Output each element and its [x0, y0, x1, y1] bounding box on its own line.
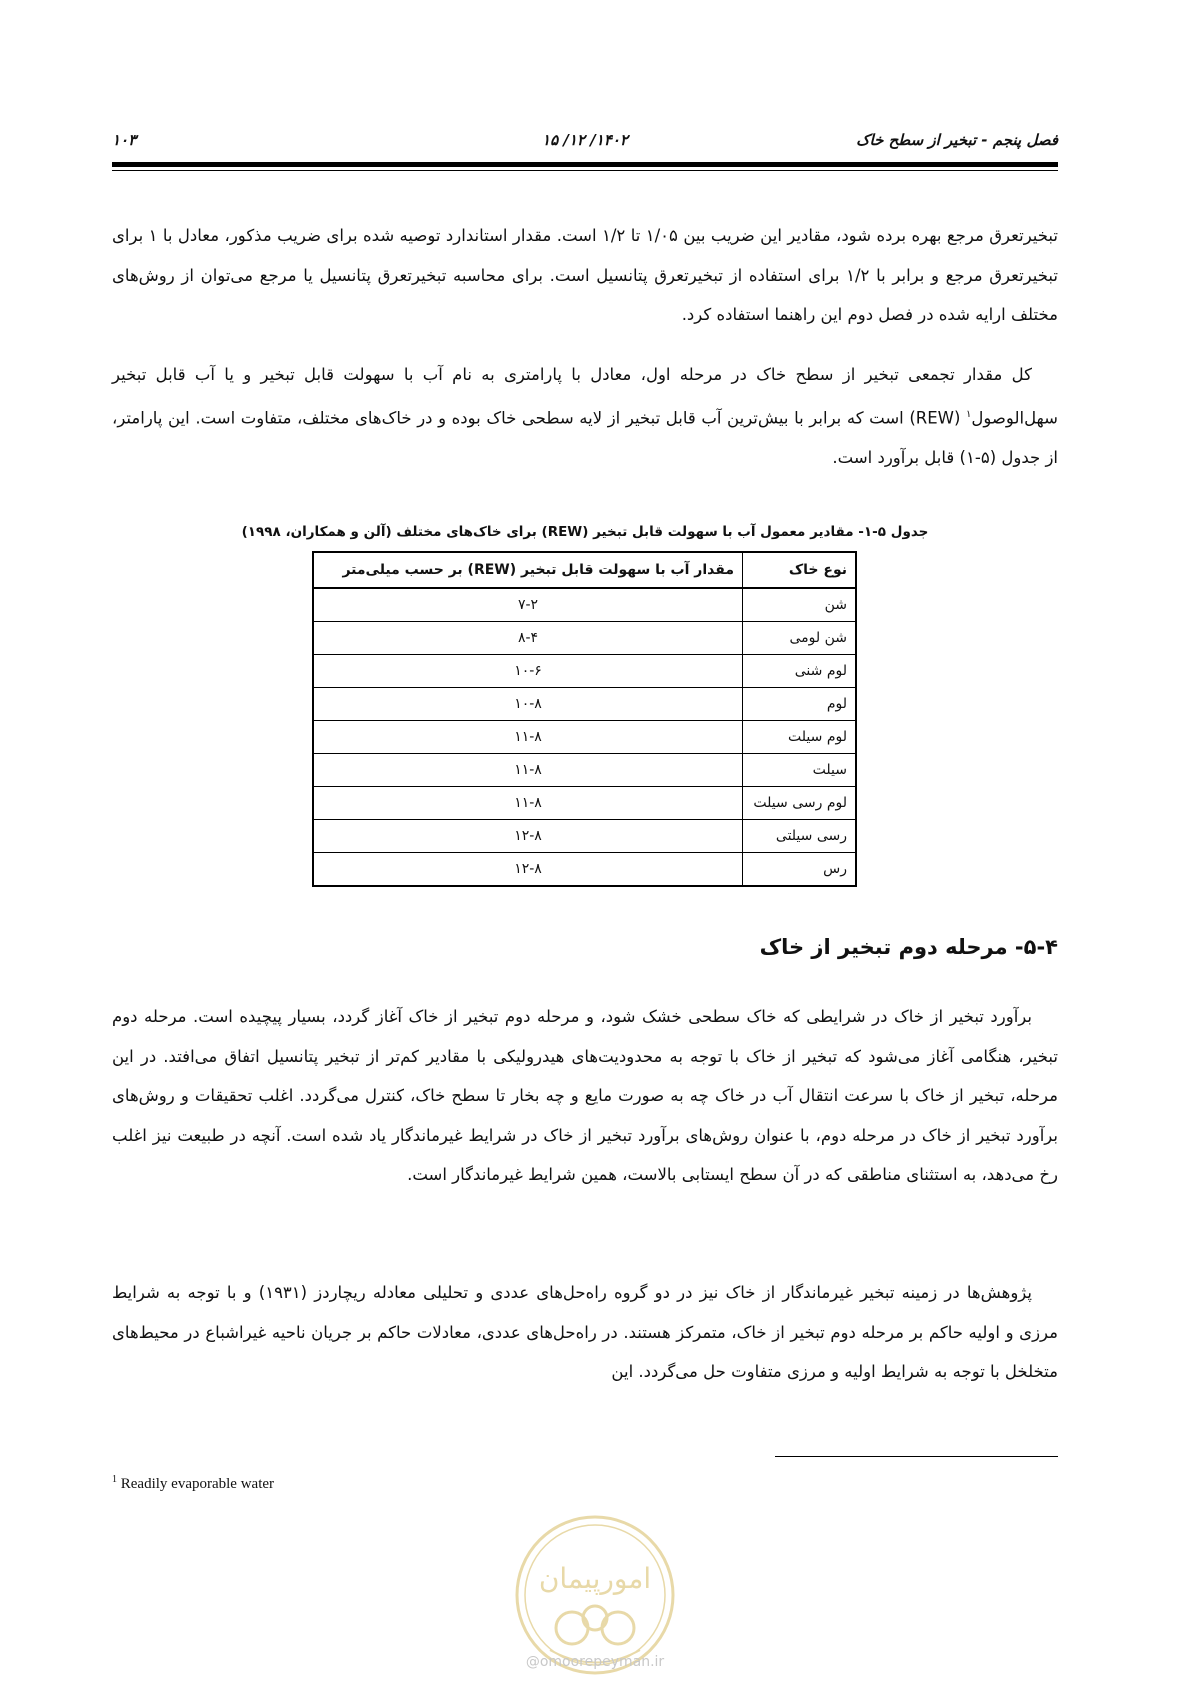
table-row: [313, 820, 856, 853]
soil-type-cell: رسی سیلتی: [743, 820, 857, 853]
page-header: [112, 126, 1058, 154]
soil-type-cell: لوم شنی: [743, 655, 857, 688]
footnote-marker: 1: [112, 1474, 117, 1485]
rew-value-cell: ۱۰-۶: [313, 655, 743, 688]
footnote-rule: [775, 1456, 1058, 1457]
soil-type-cell: شن لومی: [743, 622, 857, 655]
header-rew: مقدار آب با سهولت قابل تبخیر (REW) بر حسب میلی‌متر: [313, 552, 743, 588]
footnote-ref: ۱: [966, 408, 972, 420]
table-row: [313, 853, 856, 887]
header-rule-thin: [112, 170, 1058, 171]
rew-table: [312, 551, 857, 887]
paragraph-1: تبخیرتعرق مرجع بهره برده شود، مقادیر این ضریب بین ۱/۰۵ تا ۱/۲ است. مقدار استاندارد توصیه شده برای ضریب مذکور، معادل با ۱ برای تبخیرتعرق مرجع و برابر با ۱/۲ برای استفاده از تبخیرتعرق پتانسیل است. برای محاسبه تبخیرتعرق پتانسیل یا مرجع می‌توان از روش‌های مختلف ارایه شده در فصل دوم این راهنما استفاده کرد.: [112, 226, 1058, 324]
footnote: [112, 1474, 274, 1493]
header-rule-thick: [112, 162, 1058, 167]
table-row: [313, 588, 856, 622]
rew-value-cell: ۱۱-۸: [313, 721, 743, 754]
rew-value-cell: ۱۲-۸: [313, 853, 743, 887]
rew-value-cell: ۱۱-۸: [313, 754, 743, 787]
soil-type-cell: سیلت: [743, 754, 857, 787]
watermark-site: @omoorepeyman.ir: [525, 1654, 665, 1670]
table-row: [313, 754, 856, 787]
soil-type-cell: لوم رسی سیلت: [743, 787, 857, 820]
footnote-text: Readily evaporable water: [120, 1476, 275, 1492]
paragraph-3: برآورد تبخیر از خاک در شرایطی که خاک سطحی خشک شود، و مرحله دوم تبخیر از خاک آغاز گردد، بسیار پیچیده است. مرحله دوم تبخیر، هنگامی آغاز می‌شود که تبخیر از خاک با توجه به محدودیت‌های هیدرولیکی با مقادیر کم‌تر از تبخیر پتانسیل اتفاق می‌افتد. در این مرحله، تبخیر از خاک با سرعت انتقال آب در خاک چه به صورت مایع و چه بخار تا سطح خاک، کنترل می‌گردد. اغلب تحقیقات و روش‌های برآورد تبخیر از خاک در مرحله دوم، با عنوان روش‌های برآورد تبخیر از خاک در شرایط غیرماندگار یاد شده است. آنچه در طبیعت نیز اغلب رخ می‌دهد، به استثنای مناطقی که در آن سطح ایستابی بالاست، همین شرایط غیرماندگار است.: [112, 1007, 1058, 1184]
header-soil-type: نوع خاک: [743, 552, 857, 588]
table-row: [313, 655, 856, 688]
rew-value-cell: ۱۰-۸: [313, 688, 743, 721]
table-header-row: [313, 552, 856, 588]
paragraph-2-start: کل مقدار تجمعی تبخیر از سطح خاک در مرحله اول، معادل با پارامتری به نام آب با سهولت قابل تبخیر و یا آب قابل تبخیر سهل‌الوصول: [112, 365, 1058, 427]
table-row: [313, 622, 856, 655]
soil-type-cell: رس: [743, 853, 857, 887]
paragraph-2-end: (REW) است که برابر با بیش‌ترین آب قابل تبخیر از لایه سطحی خاک بوده و در خاک‌های مختلف، متفاوت است. این پارامتر، از جدول (۵-۱) قابل برآورد است.: [112, 408, 1058, 467]
table-caption: جدول ۵-۱- مقادیر معمول آب با سهولت قابل تبخیر (REW) برای خاک‌های مختلف (آلن و همکاران، ۱۹۹۸): [241, 524, 929, 540]
page-number: ۱۰۳: [112, 131, 137, 149]
paragraph-4: پژوهش‌ها در زمینه تبخیر غیرماندگار از خاک نیز در دو گروه راه‌حل‌های عددی و تحلیلی معادله ریچاردز (۱۹۳۱) و با توجه به شرایط مرزی و اولیه حاکم بر مرحله دوم تبخیر از خاک، متمرکز هستند. در راه‌حل‌های عددی، معادلات حاکم بر جریان ناحیه غیراشباع در محیط‌های متخلخل با توجه به شرایط اولیه و مرزی متفاوت حل می‌گردد. این: [112, 1283, 1058, 1381]
paragraph-2: [112, 355, 1058, 477]
table-row: [313, 787, 856, 820]
chapter-title: فصل پنجم - تبخیر از سطح خاک: [856, 131, 1058, 149]
table-row: [313, 688, 856, 721]
rew-value-cell: ۱۱-۸: [313, 787, 743, 820]
soil-type-cell: لوم: [743, 688, 857, 721]
soil-type-cell: شن: [743, 588, 857, 622]
rew-value-cell: ۱۲-۸: [313, 820, 743, 853]
header-date: ۱۴۰۲/ ۱۲/ ۱۵: [542, 131, 628, 149]
rew-value-cell: ۸-۴: [313, 622, 743, 655]
rew-value-cell: ۷-۲: [313, 588, 743, 622]
soil-type-cell: لوم سیلت: [743, 721, 857, 754]
section-heading: ۵-۴- مرحله دوم تبخیر از خاک: [759, 935, 1058, 959]
table-row: [313, 721, 856, 754]
watermark-logo-text: امورپیمان: [538, 1562, 652, 1595]
